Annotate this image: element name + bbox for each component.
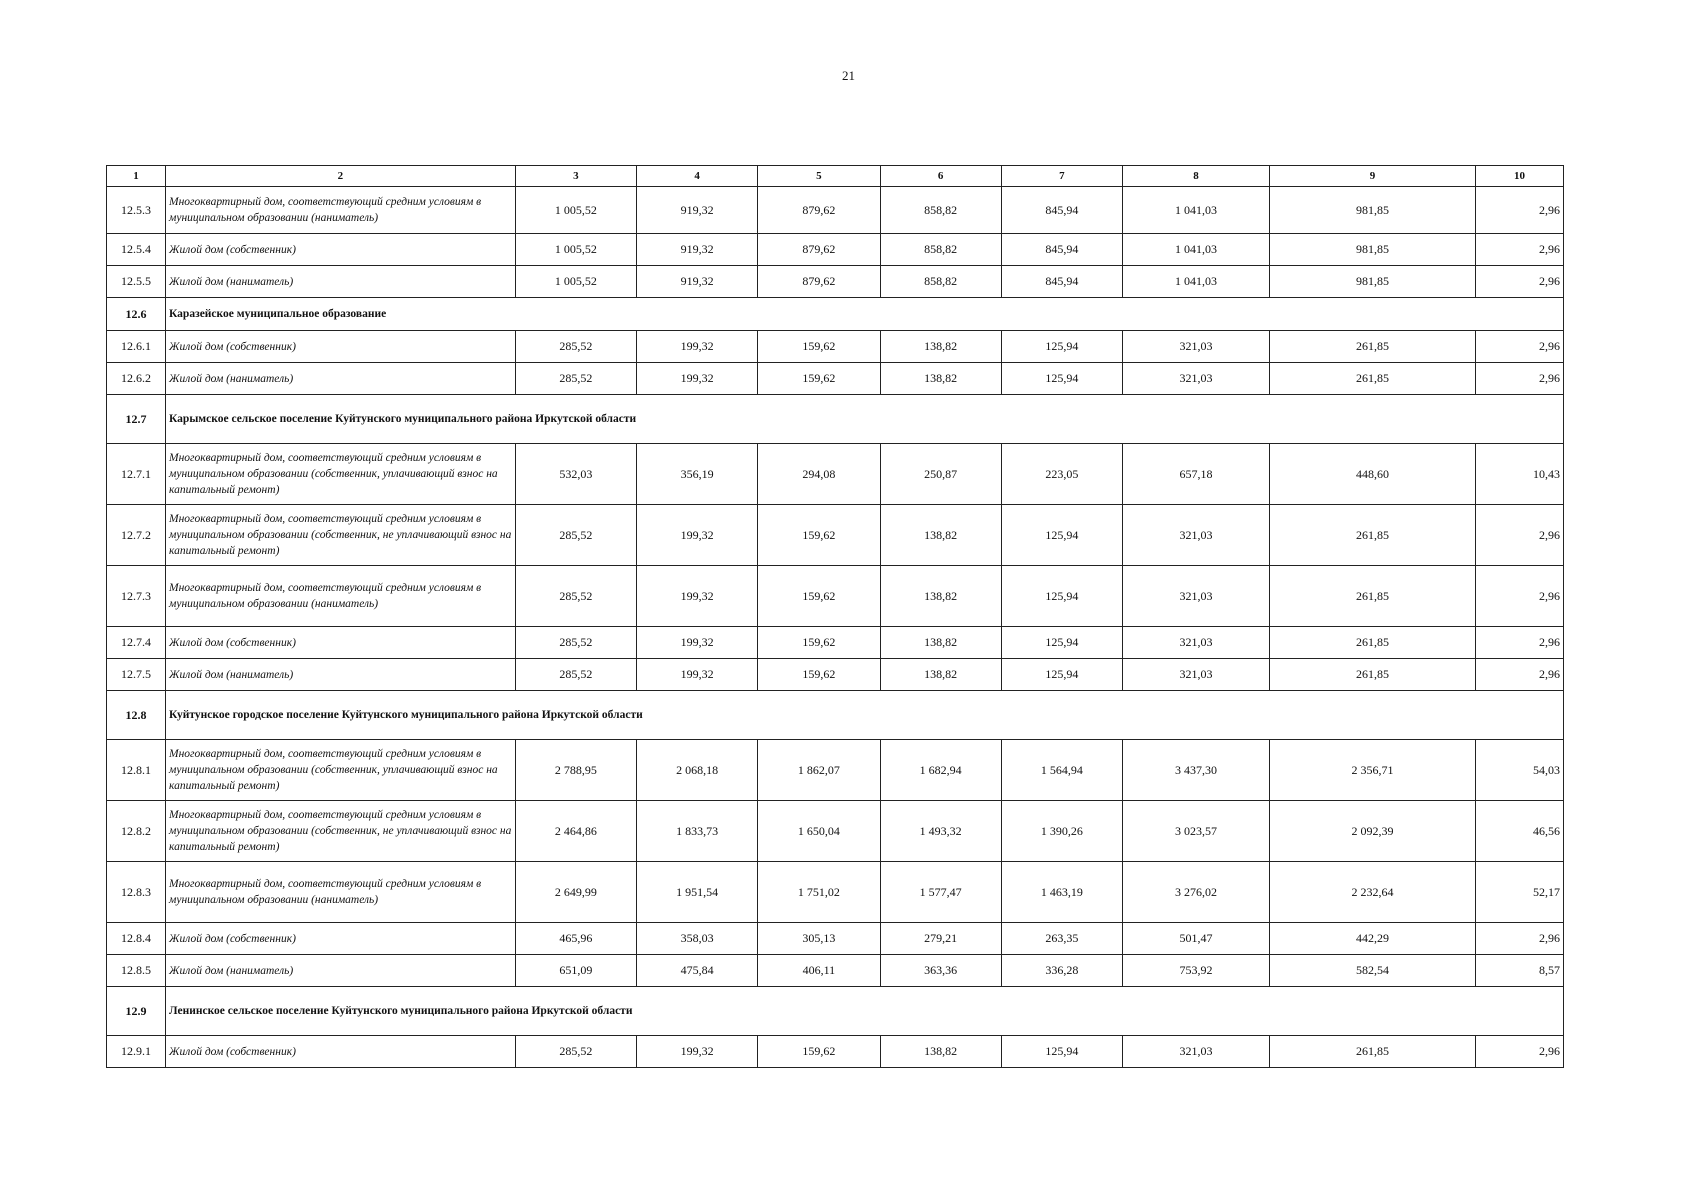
value-cell-col8: 501,47 — [1123, 923, 1270, 955]
value-cell-col4: 1 951,54 — [637, 862, 758, 923]
value-cell-col6: 1 493,32 — [880, 801, 1001, 862]
value-cell-col10: 46,56 — [1475, 801, 1563, 862]
table-row — [107, 444, 1564, 505]
value-cell-col7: 125,94 — [1001, 331, 1122, 363]
value-cell-col4: 199,32 — [637, 1036, 758, 1068]
value-cell-col4: 199,32 — [637, 627, 758, 659]
table-row — [107, 1036, 1564, 1068]
section-row — [107, 987, 1564, 1036]
row-code: 12.9.1 — [107, 1036, 166, 1068]
value-cell-col8: 321,03 — [1123, 331, 1270, 363]
value-cell-col8: 3 437,30 — [1123, 740, 1270, 801]
value-cell-col10: 2,96 — [1475, 505, 1563, 566]
value-cell-col6: 1 682,94 — [880, 740, 1001, 801]
row-name: Жилой дом (собственник) — [166, 1036, 516, 1068]
value-cell-col5: 1 751,02 — [758, 862, 880, 923]
value-cell-col10: 2,96 — [1475, 331, 1563, 363]
value-cell-col3: 285,52 — [515, 1036, 636, 1068]
section-title: Карымское сельское поселение Куйтунского муниципального района Иркутской области — [166, 395, 1564, 444]
value-cell-col3: 285,52 — [515, 331, 636, 363]
table-row — [107, 955, 1564, 987]
row-code: 12.5.5 — [107, 266, 166, 298]
column-header: 7 — [1001, 166, 1122, 187]
value-cell-col9: 261,85 — [1269, 566, 1475, 627]
section-code: 12.7 — [107, 395, 166, 444]
value-cell-col8: 1 041,03 — [1123, 234, 1270, 266]
value-cell-col7: 1 390,26 — [1001, 801, 1122, 862]
value-cell-col6: 250,87 — [880, 444, 1001, 505]
value-cell-col3: 285,52 — [515, 566, 636, 627]
column-header: 5 — [758, 166, 880, 187]
value-cell-col8: 321,03 — [1123, 566, 1270, 627]
value-cell-col7: 125,94 — [1001, 505, 1122, 566]
value-cell-col9: 442,29 — [1269, 923, 1475, 955]
table-row — [107, 740, 1564, 801]
value-cell-col10: 2,96 — [1475, 1036, 1563, 1068]
value-cell-col3: 285,52 — [515, 627, 636, 659]
row-code: 12.7.4 — [107, 627, 166, 659]
column-header: 6 — [880, 166, 1001, 187]
value-cell-col9: 981,85 — [1269, 266, 1475, 298]
value-cell-col9: 981,85 — [1269, 187, 1475, 234]
value-cell-col7: 125,94 — [1001, 363, 1122, 395]
value-cell-col5: 159,62 — [758, 505, 880, 566]
value-cell-col5: 159,62 — [758, 331, 880, 363]
column-header: 4 — [637, 166, 758, 187]
value-cell-col10: 2,96 — [1475, 363, 1563, 395]
value-cell-col3: 532,03 — [515, 444, 636, 505]
table-row — [107, 363, 1564, 395]
page-number: 21 — [842, 68, 855, 83]
table-row — [107, 801, 1564, 862]
value-cell-col8: 3 276,02 — [1123, 862, 1270, 923]
value-cell-col4: 358,03 — [637, 923, 758, 955]
value-cell-col6: 138,82 — [880, 627, 1001, 659]
value-cell-col7: 336,28 — [1001, 955, 1122, 987]
value-cell-col7: 125,94 — [1001, 566, 1122, 627]
row-code: 12.5.4 — [107, 234, 166, 266]
row-name: Жилой дом (собственник) — [166, 627, 516, 659]
row-code: 12.8.4 — [107, 923, 166, 955]
row-name: Жилой дом (наниматель) — [166, 363, 516, 395]
value-cell-col7: 1 564,94 — [1001, 740, 1122, 801]
value-cell-col6: 138,82 — [880, 331, 1001, 363]
row-name: Многоквартирный дом, соответствующий средним условиям в муниципальном образовании (собственник, не уплачивающий взнос на капитальный ремонт) — [166, 505, 516, 566]
value-cell-col8: 1 041,03 — [1123, 187, 1270, 234]
value-cell-col8: 657,18 — [1123, 444, 1270, 505]
value-cell-col3: 1 005,52 — [515, 234, 636, 266]
value-cell-col5: 406,11 — [758, 955, 880, 987]
value-cell-col3: 465,96 — [515, 923, 636, 955]
header-row — [107, 166, 1564, 187]
table-row — [107, 266, 1564, 298]
value-cell-col4: 475,84 — [637, 955, 758, 987]
value-cell-col3: 2 788,95 — [515, 740, 636, 801]
row-name: Жилой дом (собственник) — [166, 331, 516, 363]
value-cell-col6: 138,82 — [880, 566, 1001, 627]
table-row — [107, 659, 1564, 691]
value-cell-col3: 1 005,52 — [515, 187, 636, 234]
value-cell-col7: 125,94 — [1001, 627, 1122, 659]
value-cell-col5: 159,62 — [758, 1036, 880, 1068]
value-cell-col6: 1 577,47 — [880, 862, 1001, 923]
value-cell-col9: 261,85 — [1269, 363, 1475, 395]
value-cell-col6: 363,36 — [880, 955, 1001, 987]
table-row — [107, 505, 1564, 566]
value-cell-col9: 582,54 — [1269, 955, 1475, 987]
value-cell-col5: 159,62 — [758, 627, 880, 659]
value-cell-col7: 1 463,19 — [1001, 862, 1122, 923]
value-cell-col6: 138,82 — [880, 659, 1001, 691]
section-row — [107, 691, 1564, 740]
value-cell-col10: 54,03 — [1475, 740, 1563, 801]
value-cell-col6: 858,82 — [880, 266, 1001, 298]
value-cell-col7: 223,05 — [1001, 444, 1122, 505]
column-header: 3 — [515, 166, 636, 187]
value-cell-col5: 159,62 — [758, 659, 880, 691]
value-cell-col3: 2 649,99 — [515, 862, 636, 923]
column-header: 1 — [107, 166, 166, 187]
row-name: Жилой дом (наниматель) — [166, 955, 516, 987]
value-cell-col8: 321,03 — [1123, 1036, 1270, 1068]
value-cell-col9: 261,85 — [1269, 659, 1475, 691]
table-row — [107, 862, 1564, 923]
value-cell-col5: 159,62 — [758, 363, 880, 395]
value-cell-col3: 285,52 — [515, 505, 636, 566]
section-code: 12.6 — [107, 298, 166, 331]
row-name: Жилой дом (наниматель) — [166, 266, 516, 298]
value-cell-col4: 919,32 — [637, 266, 758, 298]
value-cell-col9: 2 356,71 — [1269, 740, 1475, 801]
table-row — [107, 566, 1564, 627]
value-cell-col6: 138,82 — [880, 1036, 1001, 1068]
value-cell-col5: 879,62 — [758, 266, 880, 298]
value-cell-col7: 125,94 — [1001, 659, 1122, 691]
value-cell-col8: 321,03 — [1123, 505, 1270, 566]
value-cell-col6: 138,82 — [880, 363, 1001, 395]
value-cell-col5: 879,62 — [758, 187, 880, 234]
value-cell-col9: 261,85 — [1269, 505, 1475, 566]
row-code: 12.8.2 — [107, 801, 166, 862]
value-cell-col7: 125,94 — [1001, 1036, 1122, 1068]
table-row — [107, 627, 1564, 659]
value-cell-col5: 1 862,07 — [758, 740, 880, 801]
section-title: Ленинское сельское поселение Куйтунского муниципального района Иркутской области — [166, 987, 1564, 1036]
value-cell-col10: 2,96 — [1475, 923, 1563, 955]
row-name: Жилой дом (собственник) — [166, 923, 516, 955]
value-cell-col7: 845,94 — [1001, 234, 1122, 266]
value-cell-col8: 3 023,57 — [1123, 801, 1270, 862]
table-row — [107, 234, 1564, 266]
value-cell-col9: 981,85 — [1269, 234, 1475, 266]
table-row — [107, 923, 1564, 955]
table-row — [107, 331, 1564, 363]
row-name: Многоквартирный дом, соответствующий средним условиям в муниципальном образовании (собственник, уплачивающий взнос на капитальный ремонт) — [166, 740, 516, 801]
value-cell-col5: 159,62 — [758, 566, 880, 627]
value-cell-col7: 845,94 — [1001, 187, 1122, 234]
row-name: Многоквартирный дом, соответствующий средним условиям в муниципальном образовании (наниматель) — [166, 862, 516, 923]
value-cell-col6: 858,82 — [880, 234, 1001, 266]
value-cell-col8: 321,03 — [1123, 363, 1270, 395]
value-cell-col4: 199,32 — [637, 363, 758, 395]
row-name: Многоквартирный дом, соответствующий средним условиям в муниципальном образовании (наниматель) — [166, 566, 516, 627]
value-cell-col10: 2,96 — [1475, 566, 1563, 627]
value-cell-col4: 356,19 — [637, 444, 758, 505]
value-cell-col10: 2,96 — [1475, 659, 1563, 691]
value-cell-col4: 199,32 — [637, 331, 758, 363]
table-body — [107, 187, 1564, 1068]
column-header: 2 — [166, 166, 516, 187]
tariff-table — [106, 165, 1564, 1068]
value-cell-col4: 199,32 — [637, 659, 758, 691]
value-cell-col8: 321,03 — [1123, 627, 1270, 659]
value-cell-col8: 321,03 — [1123, 659, 1270, 691]
section-row — [107, 395, 1564, 444]
row-code: 12.6.1 — [107, 331, 166, 363]
row-name: Жилой дом (собственник) — [166, 234, 516, 266]
value-cell-col10: 2,96 — [1475, 627, 1563, 659]
row-code: 12.7.5 — [107, 659, 166, 691]
value-cell-col6: 138,82 — [880, 505, 1001, 566]
row-name: Жилой дом (наниматель) — [166, 659, 516, 691]
value-cell-col3: 285,52 — [515, 659, 636, 691]
row-name: Многоквартирный дом, соответствующий средним условиям в муниципальном образовании (наниматель) — [166, 187, 516, 234]
value-cell-col4: 919,32 — [637, 234, 758, 266]
value-cell-col7: 263,35 — [1001, 923, 1122, 955]
value-cell-col9: 261,85 — [1269, 627, 1475, 659]
value-cell-col4: 199,32 — [637, 505, 758, 566]
row-code: 12.5.3 — [107, 187, 166, 234]
value-cell-col10: 10,43 — [1475, 444, 1563, 505]
value-cell-col9: 2 232,64 — [1269, 862, 1475, 923]
row-name: Многоквартирный дом, соответствующий средним условиям в муниципальном образовании (собственник, не уплачивающий взнос на капитальный ремонт) — [166, 801, 516, 862]
value-cell-col8: 753,92 — [1123, 955, 1270, 987]
value-cell-col9: 261,85 — [1269, 1036, 1475, 1068]
value-cell-col3: 651,09 — [515, 955, 636, 987]
column-header: 10 — [1475, 166, 1563, 187]
value-cell-col7: 845,94 — [1001, 266, 1122, 298]
value-cell-col4: 2 068,18 — [637, 740, 758, 801]
row-name: Многоквартирный дом, соответствующий средним условиям в муниципальном образовании (собственник, уплачивающий взнос на капитальный ремонт) — [166, 444, 516, 505]
value-cell-col4: 919,32 — [637, 187, 758, 234]
row-code: 12.8.1 — [107, 740, 166, 801]
value-cell-col3: 2 464,86 — [515, 801, 636, 862]
value-cell-col6: 858,82 — [880, 187, 1001, 234]
value-cell-col10: 8,57 — [1475, 955, 1563, 987]
value-cell-col10: 52,17 — [1475, 862, 1563, 923]
table-row — [107, 187, 1564, 234]
column-header: 9 — [1269, 166, 1475, 187]
value-cell-col10: 2,96 — [1475, 187, 1563, 234]
value-cell-col10: 2,96 — [1475, 234, 1563, 266]
section-row — [107, 298, 1564, 331]
value-cell-col3: 285,52 — [515, 363, 636, 395]
value-cell-col5: 879,62 — [758, 234, 880, 266]
value-cell-col6: 279,21 — [880, 923, 1001, 955]
value-cell-col4: 199,32 — [637, 566, 758, 627]
value-cell-col9: 261,85 — [1269, 331, 1475, 363]
row-code: 12.8.5 — [107, 955, 166, 987]
section-code: 12.9 — [107, 987, 166, 1036]
row-code: 12.7.3 — [107, 566, 166, 627]
column-header: 8 — [1123, 166, 1270, 187]
section-code: 12.8 — [107, 691, 166, 740]
value-cell-col5: 1 650,04 — [758, 801, 880, 862]
row-code: 12.7.2 — [107, 505, 166, 566]
value-cell-col10: 2,96 — [1475, 266, 1563, 298]
row-code: 12.8.3 — [107, 862, 166, 923]
section-title: Куйтунское городское поселение Куйтунского муниципального района Иркутской области — [166, 691, 1564, 740]
value-cell-col5: 294,08 — [758, 444, 880, 505]
value-cell-col4: 1 833,73 — [637, 801, 758, 862]
value-cell-col9: 2 092,39 — [1269, 801, 1475, 862]
value-cell-col9: 448,60 — [1269, 444, 1475, 505]
row-code: 12.7.1 — [107, 444, 166, 505]
section-title: Каразейское муниципальное образование — [166, 298, 1564, 331]
value-cell-col8: 1 041,03 — [1123, 266, 1270, 298]
value-cell-col5: 305,13 — [758, 923, 880, 955]
value-cell-col3: 1 005,52 — [515, 266, 636, 298]
row-code: 12.6.2 — [107, 363, 166, 395]
